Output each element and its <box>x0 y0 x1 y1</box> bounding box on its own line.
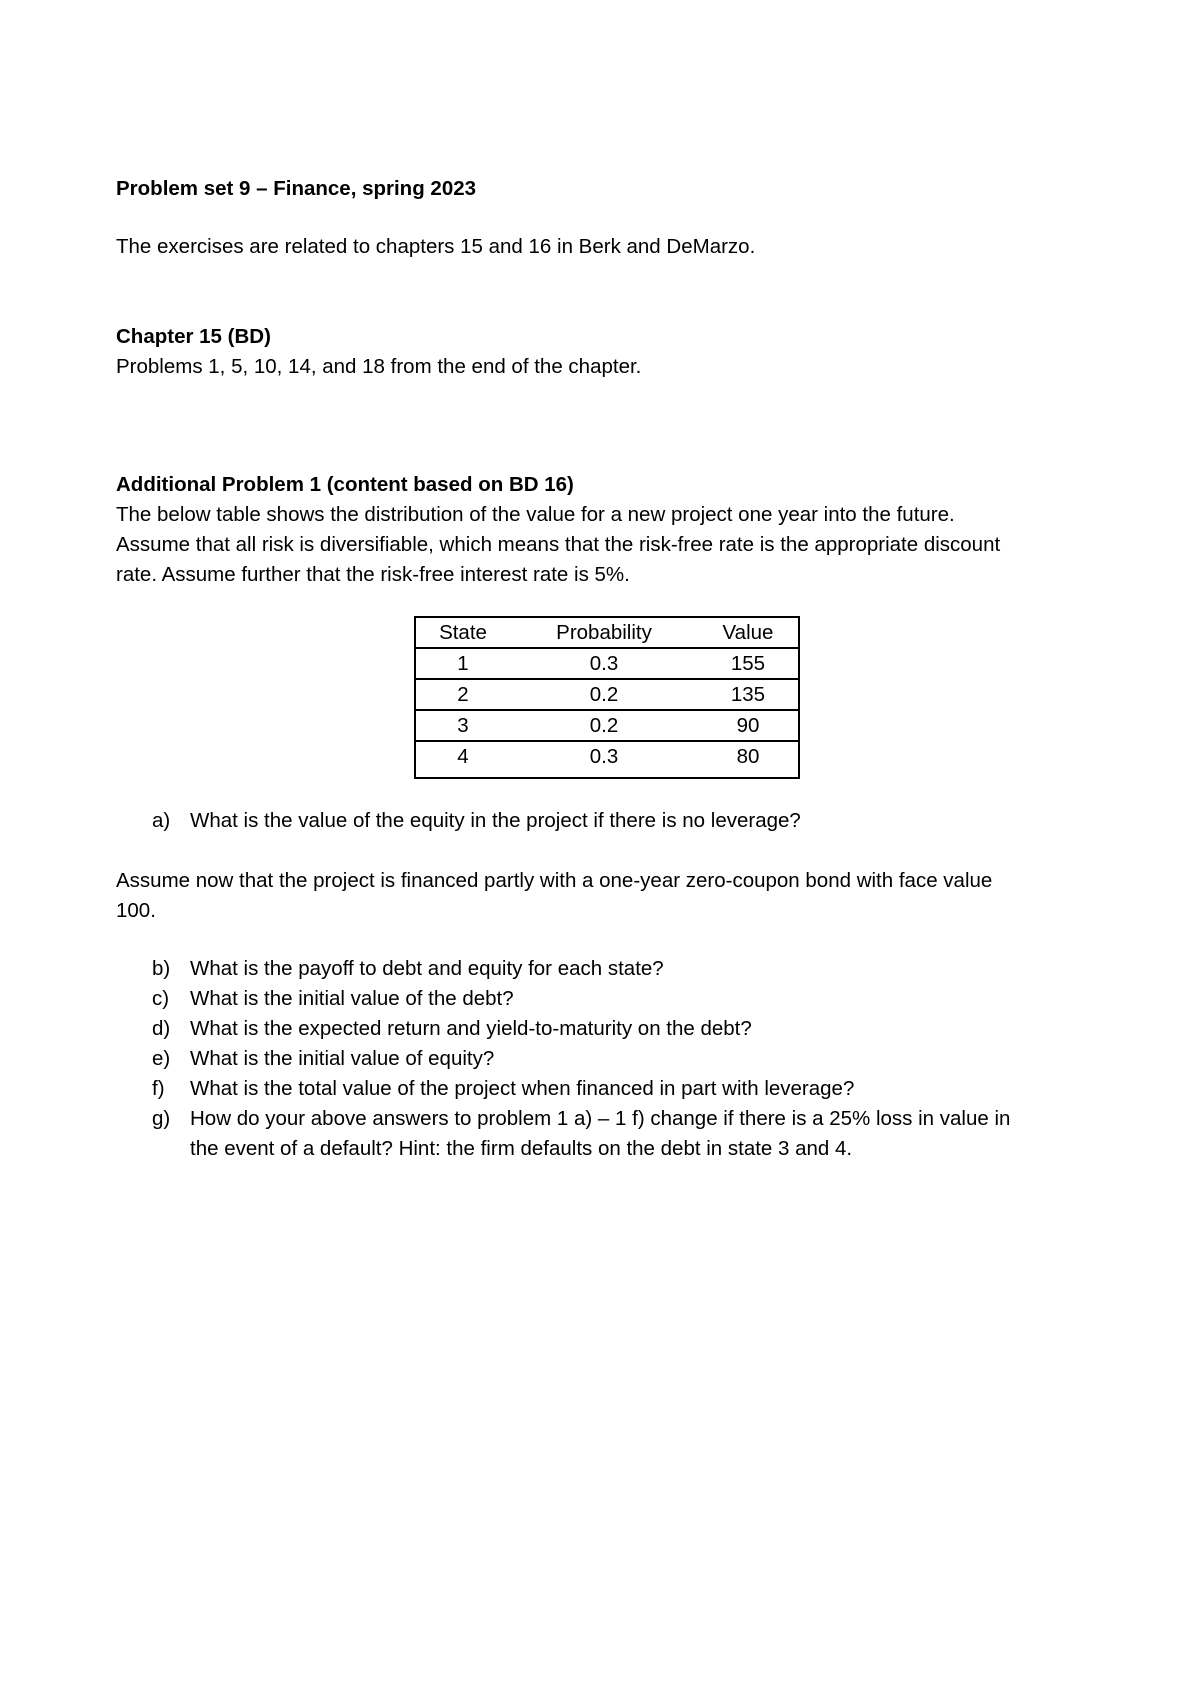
question-f-text: What is the total value of the project when financed in part with leverage? <box>190 1077 855 1100</box>
table-row <box>416 710 798 741</box>
question-d-label: d) <box>152 1017 171 1040</box>
question-f-label: f) <box>152 1077 165 1100</box>
table-cell-state: 3 <box>416 710 510 741</box>
question-d-text: What is the expected return and yield-to-maturity on the debt? <box>190 1017 752 1040</box>
table-cell-state: 4 <box>457 744 469 768</box>
table-header-probability: Probability <box>510 618 698 648</box>
value-distribution-table <box>416 618 798 771</box>
table-cell-state: 1 <box>416 648 510 679</box>
assumption-text-line: 100. <box>116 899 156 922</box>
table-row <box>416 679 798 710</box>
table-cell-probability: 0.3 <box>510 648 698 679</box>
question-b-label: b) <box>152 957 171 980</box>
table-cell-value: 135 <box>698 679 798 710</box>
intro-text: The exercises are related to chapters 15 and 16 in Berk and DeMarzo. <box>116 235 756 258</box>
question-g-label: g) <box>152 1107 171 1130</box>
table-cell-probability: 0.3 <box>589 744 619 768</box>
additional-problem-heading: Additional Problem 1 (content based on BD 16) <box>116 473 574 496</box>
table-header-value: Value <box>698 618 798 648</box>
table-header-state: State <box>416 618 510 648</box>
table-header-row <box>416 618 798 648</box>
table-cell-value: 80 <box>736 744 760 768</box>
question-a-text: What is the value of the equity in the project if there is no leverage? <box>190 809 801 832</box>
problem-text-line: Assume that all risk is diversifiable, which means that the risk-free rate is the appropriate discount <box>116 533 1001 556</box>
question-e-text: What is the initial value of equity? <box>190 1047 495 1070</box>
table-cell-state: 2 <box>416 679 510 710</box>
problem-text-line: The below table shows the distribution of the value for a new project one year into the future. <box>116 503 955 526</box>
question-e-label: e) <box>152 1047 171 1070</box>
table-cell-value: 155 <box>698 648 798 679</box>
table-cell-value: 90 <box>698 710 798 741</box>
document-title: Problem set 9 – Finance, spring 2023 <box>116 177 477 200</box>
table-cell-probability: 0.2 <box>510 710 698 741</box>
table-row <box>416 648 798 679</box>
chapter15-heading: Chapter 15 (BD) <box>116 325 271 348</box>
problem-text-line: rate. Assume further that the risk-free interest rate is 5%. <box>116 563 630 586</box>
table-row <box>416 741 798 771</box>
question-g-text-continued: the event of a default? Hint: the firm defaults on the debt in state 3 and 4. <box>190 1137 853 1160</box>
table-cell-probability: 0.2 <box>510 679 698 710</box>
chapter15-text: Problems 1, 5, 10, 14, and 18 from the end of the chapter. <box>116 355 642 378</box>
question-g-text: How do your above answers to problem 1 a) – 1 f) change if there is a 25% loss in value in <box>190 1107 1011 1130</box>
question-c-label: c) <box>152 987 170 1010</box>
question-b-text: What is the payoff to debt and equity for each state? <box>190 957 664 980</box>
question-c-text: What is the initial value of the debt? <box>190 987 514 1010</box>
assumption-text-line: Assume now that the project is financed partly with a one-year zero-coupon bond with face value <box>116 869 993 892</box>
question-a-label: a) <box>152 809 171 832</box>
